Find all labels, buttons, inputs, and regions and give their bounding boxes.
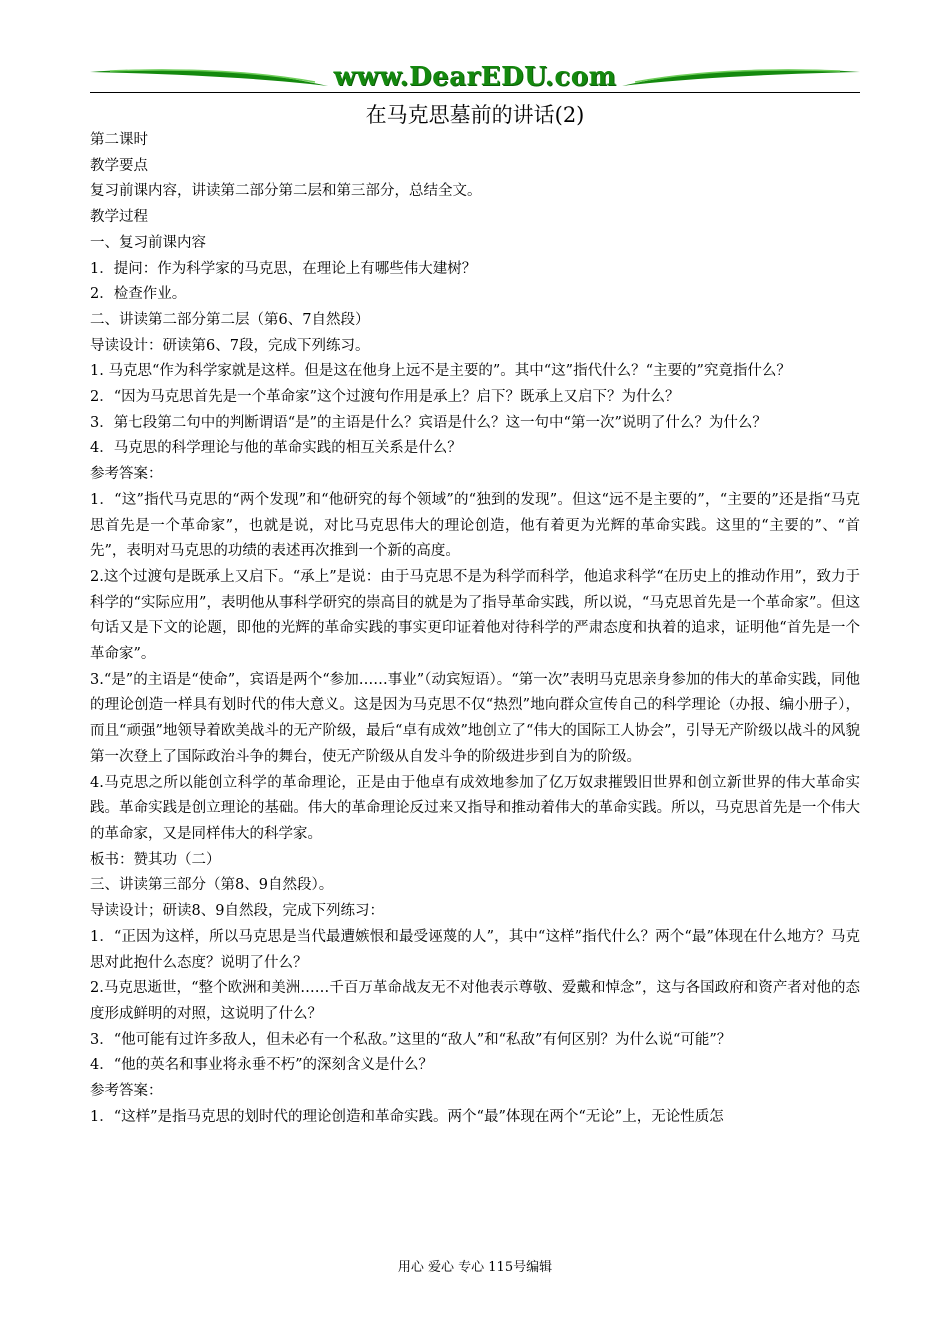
- paragraph: 导读设计：研读第6、7段，完成下列练习。: [90, 337, 370, 354]
- site-logo-text: www.DearEDU.com: [333, 62, 617, 92]
- document-body: [90, 128, 860, 1130]
- paragraph: 1．“这样”是指马克思的划时代的理论创造和革命实践。两个“最”体现在两个“无论”上，无论性质怎: [90, 1108, 724, 1125]
- paragraph: 导读设计；研读8、9自然段，完成下列练习：: [90, 903, 384, 920]
- paragraph: 4．“他的英名和事业将永垂不朽”的深刻含义是什么？: [90, 1057, 434, 1074]
- paragraph: 二、讲读第二部分第二层（第6、7自然段）: [90, 311, 370, 328]
- paragraph: 板书：赞其功（二）: [90, 851, 221, 868]
- paragraph: 2．“因为马克思首先是一个革命家”这个过渡句作用是承上？启下？既承上又启下？为什么？: [90, 389, 680, 406]
- paragraph: 参考答案：: [90, 466, 163, 483]
- paragraph: 3．第七段第二句中的判断谓语“是”的主语是什么？宾语是什么？这一句中“第一次”说明了什么？为什么？: [90, 414, 767, 431]
- paragraph: 1．“正因为这样，所以马克思是当代最遭嫉恨和最受诬蔑的人”，其中“这样”指代什么？两个“最”体现在什么地方？马克思对此抱什么态度？说明了什么？: [90, 928, 860, 971]
- paragraph: 2.这个过渡句是既承上又启下。“承上”是说：由于马克思不是为科学而科学，他追求科学“在历史上的推动作用”，致力于科学的“实际应用”，表明他从事科学研究的崇高目的就是为了指导革命实践，所以说，“马克思首先是一个革命家”。但这句话又是下文的论题，即他的光辉的革命实践的事实更印证着他对待科学的严肃态度和执着的追求，证明他“首先是一个革命家”。: [90, 568, 860, 663]
- paragraph: 3．“他可能有过许多敌人，但未必有一个私敌。”这里的“敌人”和“私敌”有何区别？为什么说“可能”？: [90, 1031, 732, 1048]
- paragraph: 教学过程: [90, 209, 148, 226]
- paragraph: 1．提问：作为科学家的马克思，在理论上有哪些伟大建树？: [90, 260, 477, 277]
- paragraph: 1. 马克思“作为科学家就是这样。但是这在他身上远不是主要的”。其中“这”指代什么？“主要的”究竟指什么？: [90, 363, 791, 380]
- paragraph: 2.马克思逝世，“整个欧洲和美洲……千百万革命战友无不对他表示尊敬、爱戴和悼念”，这与各国政府和资产者对他的态度形成鲜明的对照，这说明了什么？: [90, 980, 860, 1022]
- paragraph: 复习前课内容，讲读第二部分第二层和第三部分，总结全文。: [90, 183, 482, 200]
- paragraph: 一、复习前课内容: [90, 234, 206, 251]
- paragraph: 教学要点: [90, 157, 148, 174]
- site-header-banner: [90, 60, 860, 94]
- paragraph: 参考答案：: [90, 1083, 163, 1100]
- header-divider: [90, 92, 860, 93]
- paragraph: 4.马克思之所以能创立科学的革命理论，正是由于他卓有成效地参加了亿万奴隶摧毁旧世界和创立新世界的伟大革命实践。革命实践是创立理论的基础。伟大的革命理论反过来又指导和推动着伟大的革命实践。所以，马克思首先是一个伟大的革命家，又是同样伟大的科学家。: [90, 774, 860, 842]
- document-title: 在马克思墓前的讲话(2): [365, 103, 585, 127]
- paragraph: 3.“是”的主语是“使命”，宾语是两个“参加……事业”（动宾短语）。“第一次”表明马克思亲身参加的伟大的革命实践，同他的理论创造一样具有划时代的伟大意义。这是因为马克思不仅“热烈”地向群众宣传自己的科学理论（办报、编小册子），而且“顽强”地领导着欧美战斗的无产阶级，最后“卓有成效”地创立了“伟大的国际工人协会”，引导无产阶级以战斗的风貌第一次登上了国际政治斗争的舞台，使无产阶级从自发斗争的阶级进步到自为的阶级。: [90, 671, 860, 765]
- paragraph: 4．马克思的科学理论与他的革命实践的相互关系是什么？: [90, 440, 462, 457]
- paragraph: 2．检查作业。: [90, 286, 187, 303]
- paragraph: 三、讲读第三部分（第8、9自然段）。: [90, 877, 334, 894]
- paragraph: 1．“这”指代马克思的“两个发现”和“他研究的每个领域”的“独到的发现”。但这“远不是主要的”，“主要的”还是指“马克思首先是一个革命家”，也就是说，对比马克思伟大的理论创造，他有着更为光辉的革命实践。这里的“主要的”、“首先”，表明对马克思的功绩的表述再次推到一个新的高度。: [90, 491, 860, 560]
- paragraph: 第二课时: [90, 132, 148, 148]
- page-footer: 用心 爱心 专心 115号编辑: [397, 1260, 553, 1275]
